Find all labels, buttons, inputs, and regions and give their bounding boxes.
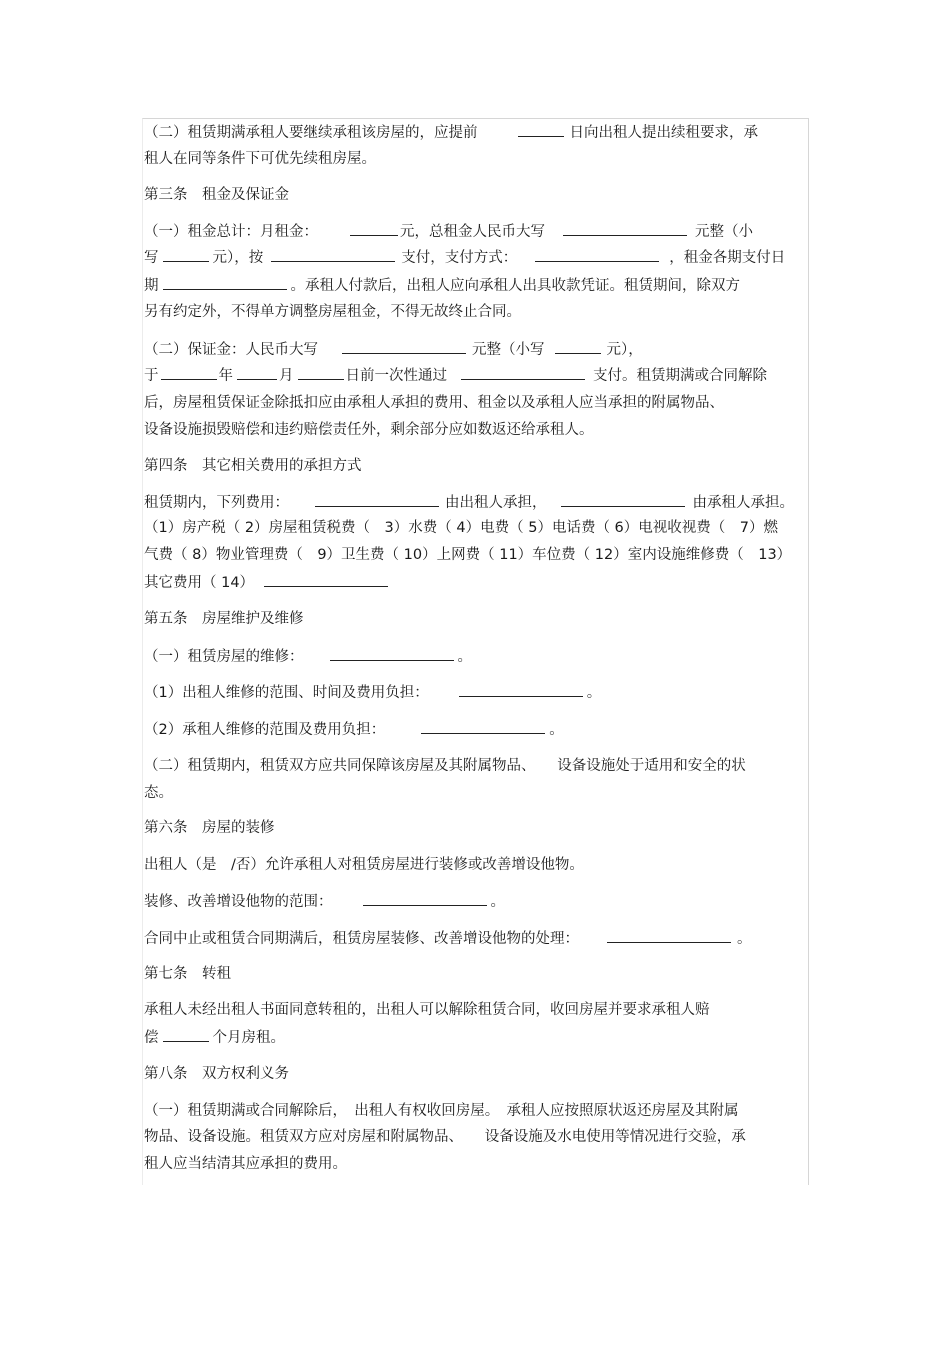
text-line: 租人在同等条件下可优先续租房屋。 (144, 151, 376, 167)
section-heading: 第四条 其它相关费用的承担方式 (144, 458, 362, 474)
text-line: 期 。承租人付款后，出租人应向承租人出具收款凭证。租赁期间，除双方 (144, 275, 740, 295)
blank-field[interactable] (535, 247, 659, 262)
blank-field[interactable] (163, 1027, 209, 1042)
text-line: 于 年 月 日前一次性通过 支付。租赁期满或合同解除 (144, 365, 767, 385)
blank-field[interactable] (330, 646, 454, 661)
blank-field[interactable] (363, 891, 487, 906)
section-heading: 第三条 租金及保证金 (144, 187, 289, 203)
text-line: （一）租金总计：月租金： 元，总租金人民币大写 元整（小 (144, 221, 753, 241)
text-line: （1）房产税（ 2）房屋租赁税费（ 3）水费（ 4）电费（ 5）电话费（ 6）电视收视费（ 7）燃 (144, 520, 779, 536)
text-line: （2）承租人维修的范围及费用负担： 。 (144, 719, 564, 739)
text-line: 态。 (144, 785, 173, 801)
blank-field[interactable] (298, 365, 344, 380)
blank-field[interactable] (561, 492, 685, 507)
text-line: 装修、改善增设他物的范围： 。 (144, 891, 505, 911)
text-line: 租赁期内，下列费用： 由出租人承担， 由承租人承担。 (144, 492, 794, 512)
blank-field[interactable] (607, 928, 731, 943)
blank-field[interactable] (163, 275, 287, 290)
text-line: （二）保证金：人民币大写 元整（小写 元）， (144, 339, 643, 359)
text-line: 出租人（是 /否）允许承租人对租赁房屋进行装修或改善增设他物。 (144, 857, 584, 873)
section-heading: 第六条 房屋的装修 (144, 820, 275, 836)
blank-field[interactable] (461, 365, 585, 380)
text-line: 气费（ 8）物业管理费（ 9）卫生费（ 10）上网费（ 11）车位费（ 12）室内设施维修费（ 13） (144, 547, 792, 563)
blank-field[interactable] (163, 247, 209, 262)
blank-field[interactable] (264, 572, 388, 587)
blank-field[interactable] (459, 682, 583, 697)
text-line: （一）租赁房屋的维修： 。 (144, 646, 472, 666)
text-line: 其它费用（ 14） (144, 572, 388, 592)
text-line: 写 元），按 支付，支付方式： ，租金各期支付日 (144, 247, 785, 267)
text-line: 另有约定外，不得单方调整房屋租金，不得无故终止合同。 (144, 304, 521, 320)
blank-field[interactable] (518, 122, 564, 137)
blank-field[interactable] (237, 365, 277, 380)
section-heading: 第八条 双方权利义务 (144, 1066, 289, 1082)
blank-field[interactable] (271, 247, 395, 262)
text-line: 物品、设备设施。租赁双方应对房屋和附属物品、 设备设施及水电使用等情况进行交验，承 (144, 1129, 746, 1145)
blank-field[interactable] (563, 221, 687, 236)
text-line: 后，房屋租赁保证金除抵扣应由承租人承担的费用、租金以及承租人应当承担的附属物品、 (144, 395, 724, 411)
blank-field[interactable] (350, 221, 398, 236)
blank-field[interactable] (421, 719, 545, 734)
text-line: （一）租赁期满或合同解除后， 出租人有权收回房屋。 承租人应按照原状返还房屋及其附属 (144, 1103, 739, 1119)
text-line: 合同中止或租赁合同期满后，租赁房屋装修、改善增设他物的处理： 。 (144, 928, 752, 948)
blank-field[interactable] (342, 339, 466, 354)
text-line: 设备设施损毁赔偿和违约赔偿责任外，剩余部分应如数返还给承租人。 (144, 422, 594, 438)
text-line: 偿 个月房租。 (144, 1027, 285, 1047)
text-line: 承租人未经出租人书面同意转租的，出租人可以解除租赁合同，收回房屋并要求承租人赔 (144, 1002, 710, 1018)
text-line: （1）出租人维修的范围、时间及费用负担： 。 (144, 682, 601, 702)
text-line: （二）租赁期满承租人要继续承租该房屋的，应提前 日向出租人提出续租要求，承 (144, 122, 758, 142)
section-heading: 第五条 房屋维护及维修 (144, 611, 304, 627)
blank-field[interactable] (161, 365, 217, 380)
text-line: （二）租赁期内，租赁双方应共同保障该房屋及其附属物品、 设备设施处于适用和安全的状 (144, 758, 746, 774)
blank-field[interactable] (315, 492, 439, 507)
text-line: 租人应当结清其应承担的费用。 (144, 1156, 347, 1172)
blank-field[interactable] (555, 339, 601, 354)
section-heading: 第七条 转租 (144, 966, 231, 982)
